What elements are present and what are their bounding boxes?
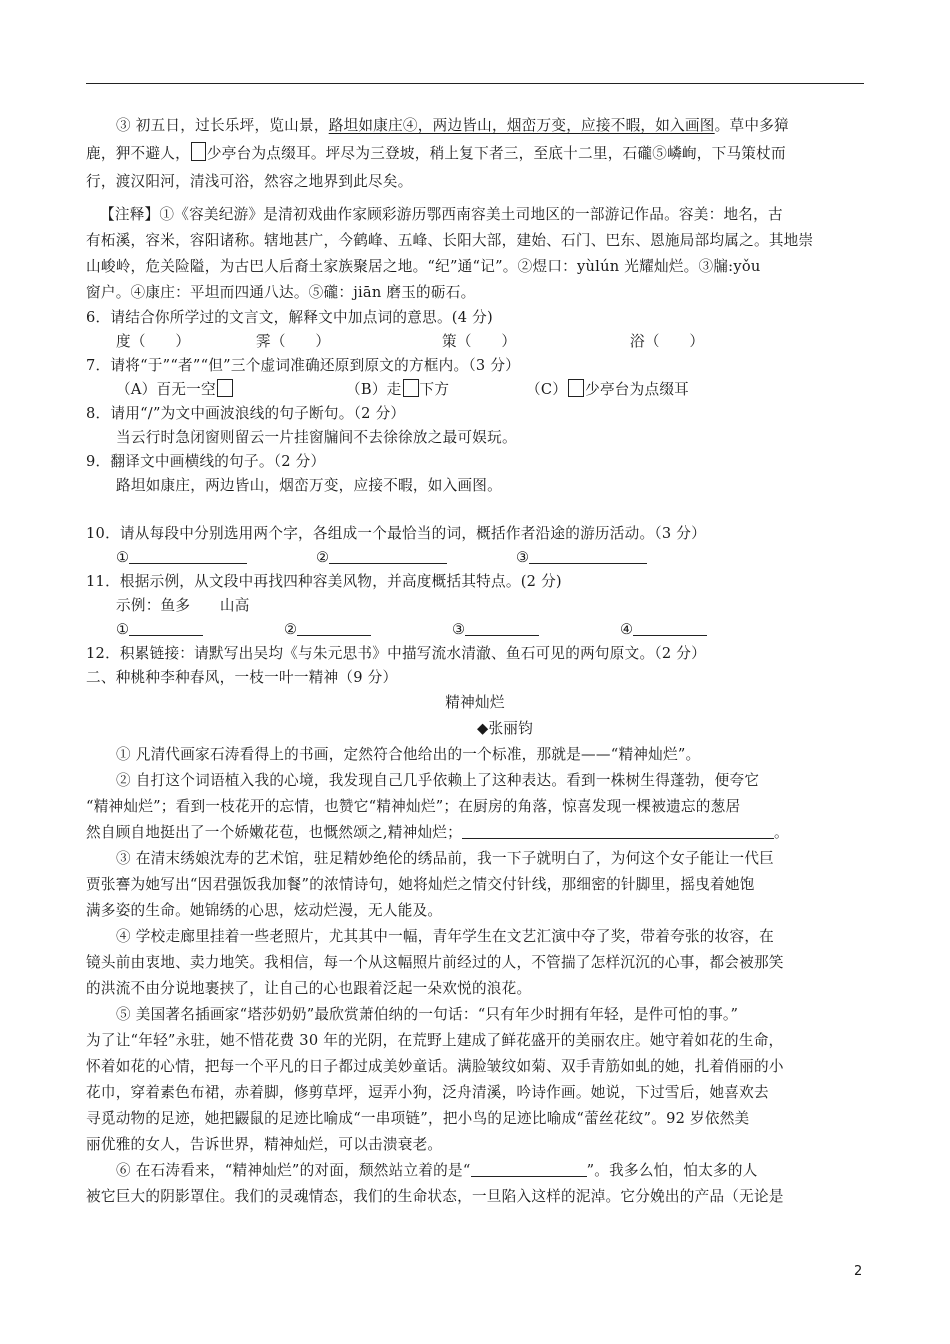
answer-blank-p6[interactable] <box>471 1160 587 1177</box>
answer-blank-11-4[interactable] <box>633 619 707 636</box>
article-paragraph-2: ② 自打这个词语植入我的心境，我发现自己几乎依赖上了这种表达。看到一株树生得蓬勃，便夸它 <box>116 772 760 789</box>
notes-line-2: 有柘溪，容米，容阳诸称。辖地甚广，今鹤峰、五峰、长阳大部，建始、石门、巴东、恩施局部均属之。其地崇 <box>86 232 814 249</box>
page-number: 2 <box>854 1264 863 1279</box>
answer-blank-11-2[interactable] <box>297 619 371 636</box>
passage-paragraph-3-line3: 行，渡汉阳河，清浅可浴，然容之地界到此尽矣。 <box>86 173 413 190</box>
section-2-heading: 二、种桃种李种春风，一枝一叶一精神（9 分） <box>86 669 398 686</box>
answer-blank-10-2[interactable] <box>329 547 447 564</box>
page-body: ③ 初五日，过长乐坪，览山景，路坦如康庄④，两边皆山，烟峦万变，应接不暇，如入画图。草中多獐 鹿，狎不避人， 少亭台为点缀耳。坪尽为三登坡，稍上复下者三，至底十二里，石礲⑤嶙峋，下马策杖而 行，渡汉阳河，清浅可浴，然容之地界到此尽矣。 【注释】①《容美纪游》是清初戏曲作家顾彩游历鄂西南容美土司地区的一部游记作品。容美：地名，古 有柘溪，容米，容阳诸称。辖地甚广，今鹤峰、五峰、长阳大部，建始、石门、巴东、恩施局部均属之。其地崇 山峻岭，危关险隘，为古巴人后裔土家族聚居之地。“纪”通“记”。②煜口：yùlún 光耀灿烂。③牖:yǒu 窗户。④康庄：平坦而四通八达。⑤礲：jiān 磨玉的砺石。 6．请结合你所学过的文言文，解释文中加点词的意思。(4 分) 度（ ） 霁（ ） 策（ ） 浴（ ） 7．请将“于”“者”“但”三个虚词准确还原到原文的方框内。（3 分） （A）百无一空 （B）走 下方 （C） 少亭台为点缀耳 8．请用“/”为文中画波浪线的句子断句。（2 分） 当云行时急闭窗则留云一片挂窗牖间不去徐徐放之最可娱玩。 9．翻译文中画横线的句子。（2 分） 路坦如康庄，两边皆山，烟峦万变，应接不暇，如入画图。 10．请从每段中分别选用两个字，各组成一个最恰当的词，概括作者沿途的游历活动。（3 分） ① ② ③ 11．根据示例，从文段中再找四种容美风物，并高度概括其特点。(2 分) 示例：鱼多 山高 ① ② ③ ④ 12．积累链接：请默写出吴均《与朱元思书》中描写流水清澈、鱼石可见的两句原文。（2 分） 二、种桃种李种春风，一枝一叶一精神（9 分） 精神灿烂 ◆张丽钧 ① 凡清代画家石涛看得上的书画，定然符合他给出的一个标准，那就是——“精神灿烂”。 ② 自打这个词语植入我的心境，我发现自己几乎依赖上了这种表达。看到一株树生得蓬勃，便夸它 “精神灿烂”；看到一枝花开的忘情，也赞它“精神灿烂”；在厨房的角落，惊喜发现一棵被遗忘的葱居 然自顾自地挺出了一个娇嫩花苞，也慨然颂之,精神灿烂； 。 ③ 在清末绣娘沈寿的艺术馆，驻足精妙绝伦的绣品前，我一下子就明白了，为何这个女子能让一代巨 贾张謇为她写出“因君强饭我加餐”的浓情诗句，她将灿烂之情交付针线，那细密的针脚里，摇曳着她饱 满多姿的生命。她锦绣的心思，炫动烂漫，无人能及。 ④ 学校走廊里挂着一些老照片，尤其其中一幅，青年学生在文艺汇演中夺了奖，带着夸张的妆容，在 镜头前由衷地、卖力地笑。我相信，每一个从这幅照片前经过的人，不管揣了怎样沉沉的心事，都会被那笑 的洪流不由分说地裹挟了，让自己的心也跟着泛起一朵欢悦的浪花。 ⑤ 美国著名插画家“塔莎奶奶”最欣赏萧伯纳的一句话：“只有年少时拥有年轻，是件可怕的事。” 为了让“年轻”永驻，她不惜花费 30 年的光阴，在荒野上建成了鲜花盛开的美丽农庄。她守着如花的生命， 怀着如花的心情，把每一个平凡的日子都过成美妙童话。满脸皱纹如菊、双手青筋如虬的她，扎着俏丽的小 花巾，穿着素色布裙，赤着脚，修剪草坪，逗弄小狗，泛舟清溪，吟诗作画。她说，下过雪后，她喜欢去 寻觅动物的足迹，她把鼹鼠的足迹比喻成“一串项链”，把小鸟的足迹比喻成“蕾丝花纹”。92 岁依然美 丽优雅的女人，告诉世界，精神灿烂，可以击溃衰老。 ⑥ 在石涛看来，“精神灿烂”的对面，颓然站立着的是“ ”。我多么怕，怕太多的人 被它巨大的阴影罩住。我们的灵魂情态，我们的生命状态，一旦陷入这样的泥淖。它分娩出的产品（无论是 <box>86 112 864 1210</box>
question-11: 11．根据示例，从文段中再找四种容美风物，并高度概括其特点。(2 分) <box>86 573 562 590</box>
notes-line-4: 窗户。④康庄：平坦而四通八达。⑤礲：jiān 磨玉的砺石。 <box>86 284 476 301</box>
question-9: 9．翻译文中画横线的句子。（2 分） <box>86 453 326 470</box>
article-paragraph-6: ⑥ 在石涛看来，“精神灿烂”的对面，颓然站立着的是“ ”。我多么怕，怕太多的人 <box>116 1162 758 1179</box>
article-paragraph-5: ⑤ 美国著名插画家“塔莎奶奶”最欣赏萧伯纳的一句话：“只有年少时拥有年轻，是件可怕的事。” <box>116 1006 739 1023</box>
q6-item-yu[interactable]: 浴（ ） <box>630 333 705 350</box>
answer-blank-10-1[interactable] <box>129 547 247 564</box>
passage-paragraph-3-line2: 鹿，狎不避人， 少亭台为点缀耳。坪尽为三登坡，稍上复下者三，至底十二里，石礲⑤嶙峋，下马策杖而 <box>86 140 864 168</box>
question-6-items <box>86 330 864 354</box>
answer-blank-p2[interactable] <box>462 822 774 839</box>
header-rule <box>86 83 864 84</box>
article-paragraph-1: ① 凡清代画家石涛看得上的书画，定然符合他给出的一个标准，那就是——“精神灿烂”。 <box>116 746 701 763</box>
answer-box-c-option[interactable] <box>568 379 584 397</box>
question-9-sentence: 路坦如康庄，两边皆山，烟峦万变，应接不暇，如入画图。 <box>116 477 502 494</box>
question-8: 8．请用“/”为文中画波浪线的句子断句。（2 分） <box>86 405 406 422</box>
question-10-blanks: ① ② ③ <box>86 546 864 570</box>
answer-box-a[interactable] <box>217 379 233 397</box>
answer-blank-11-3[interactable] <box>465 619 539 636</box>
answer-box-c[interactable] <box>191 142 206 161</box>
question-11-blanks: ① ② ③ ④ <box>86 618 864 642</box>
question-11-example: 示例：鱼多 山高 <box>116 597 250 614</box>
q7-option-c: （C） 少亭台为点缀耳 <box>526 381 690 398</box>
answer-box-b[interactable] <box>403 379 419 397</box>
notes-line-3: 山峻岭，危关险隘，为古巴人后裔土家族聚居之地。“纪”通“记”。②煜口：yùlún 光耀灿烂。③牖:yǒu <box>86 258 761 275</box>
q6-item-ji[interactable]: 霁（ ） <box>256 333 331 350</box>
question-12: 12．积累链接：请默写出吴均《与朱元思书》中描写流水清澈、鱼石可见的两句原文。（2 分） <box>86 645 706 662</box>
underlined-sentence: 路坦如康庄④，两边皆山，烟峦万变，应接不暇，如入画图 <box>328 117 715 134</box>
article-paragraph-3: ③ 在清末绣娘沈寿的艺术馆，驻足精妙绝伦的绣品前，我一下子就明白了，为何这个女子能让一代巨 <box>116 850 775 867</box>
passage-paragraph-3: ③ 初五日，过长乐坪，览山景，路坦如康庄④，两边皆山，烟峦万变，应接不暇，如入画图。草中多獐 <box>116 117 789 134</box>
q6-item-du[interactable]: 度（ ） <box>116 333 191 350</box>
question-8-sentence: 当云行时急闭窗则留云一片挂窗牖间不去徐徐放之最可娱玩。 <box>116 429 517 446</box>
question-10: 10．请从每段中分别选用两个字，各组成一个最恰当的词，概括作者沿途的游历活动。（3 分） <box>86 525 706 542</box>
article-title: 精神灿烂 <box>445 694 505 711</box>
question-6: 6．请结合你所学过的文言文，解释文中加点词的意思。(4 分) <box>86 309 493 326</box>
q7-option-b: （B）走 下方 <box>346 381 450 398</box>
question-7: 7．请将“于”“者”“但”三个虚词准确还原到原文的方框内。（3 分） <box>86 357 521 374</box>
q7-option-a: （A）百无一空 <box>116 378 346 402</box>
q6-item-ce[interactable]: 策（ ） <box>442 333 517 350</box>
article-paragraph-4: ④ 学校走廊里挂着一些老照片，尤其其中一幅，青年学生在文艺汇演中夺了奖，带着夸张的妆容，在 <box>116 928 775 945</box>
notes-line-1: 【注释】①《容美纪游》是清初戏曲作家顾彩游历鄂西南容美土司地区的一部游记作品。容美：地名，古 <box>100 206 783 223</box>
answer-blank-10-3[interactable] <box>529 547 647 564</box>
answer-blank-11-1[interactable] <box>129 619 203 636</box>
question-7-items <box>86 378 864 402</box>
article-author: ◆张丽钧 <box>476 720 533 737</box>
